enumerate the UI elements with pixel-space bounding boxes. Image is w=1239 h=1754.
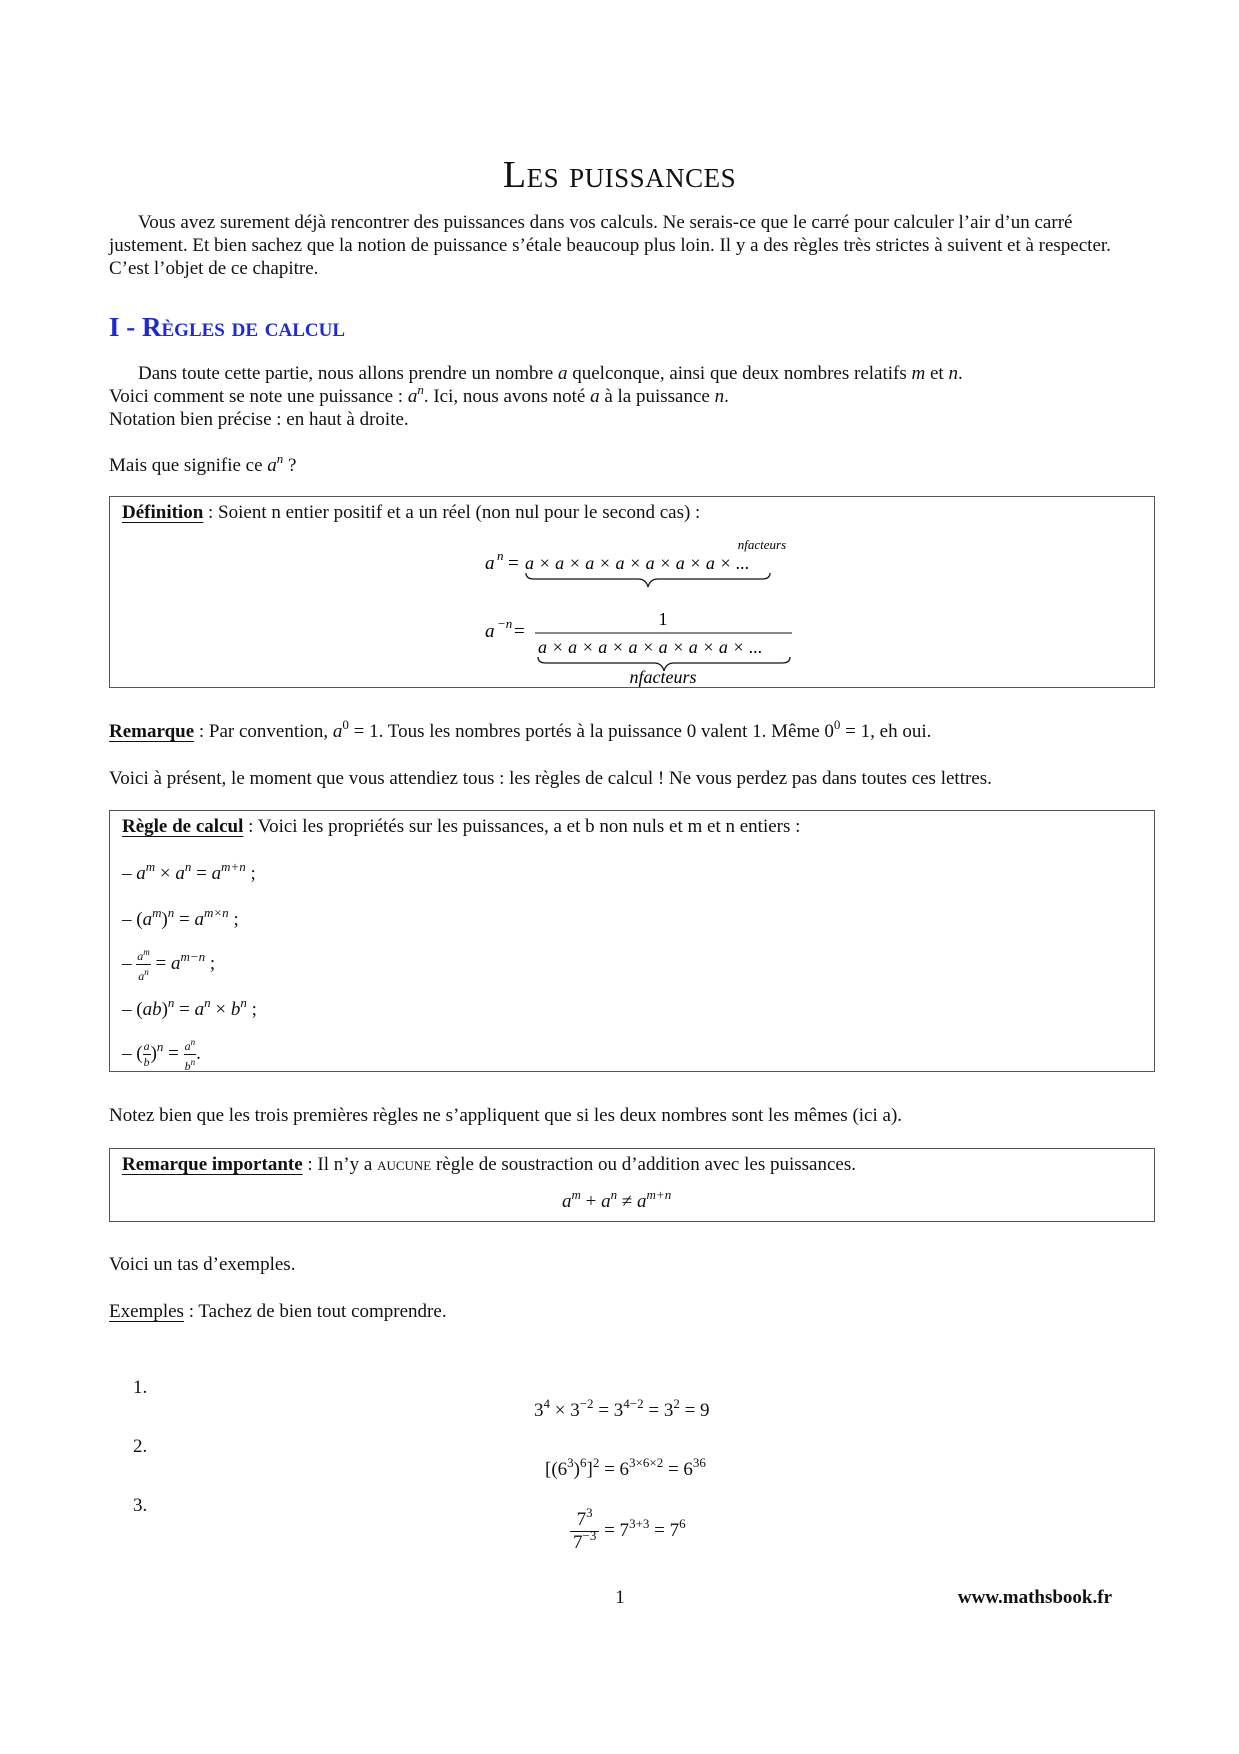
example-2-formula: $[(6^3)^6]^2 = 6^{3\times 6\times 2} = 6^{36}$ [545,1455,706,1480]
footer-url: www.mathsbook.fr [957,1587,1112,1608]
examples-label: Exemples [109,1301,184,1322]
rule-2: – $(a^m)^n = a^{m\times n}$ ; [122,905,239,930]
rules-box: Règle de calcul : Voici les propriétés sur les puissances, a et b non nuls et m et n entiers : – $a^m \times a^n = a^{m+n}$ ; – $(a^m)^n = a^{m\times n}$ ; – $\frac{a^m}{a^n}$ = $a^{m-n}$ ; – $(ab)^n = a^n \times b^n$ ; – ( $\frac{a}{b}$ )$^n$ = $\frac{a^n}{b^n}$ . [109,810,1155,1072]
svg-text:n: n [497,548,504,563]
product-bottom: a × a × a × a × a × a × a × ... [538,637,763,657]
definition-box: Définition : Soient n entier positif et a un réel (non nul pour le second cas) : nfacteurs a n = a × a × a × a × a × a × a × ... a −n = 1 a × a × a × a × a × a × a × ... nfacteurs [109,496,1155,688]
brace-label-bottom: nfacteurs [629,667,697,687]
svg-text:−n: −n [497,616,513,631]
rule-5: – ( $\frac{a}{b}$ )$^n$ = $\frac{a^n}{b^n}$ . [122,1037,201,1073]
definition-formulas [110,497,1154,687]
brace-label-top: nfacteurs [737,537,787,552]
note-line: Notez bien que les trois premières règles ne s’appliquent que si les deux nombres sont les mêmes (ici a). [109,1105,903,1126]
product-top: a × a × a × a × a × a × a × ... [525,553,750,573]
examples-intro: Voici un tas d’exemples. [109,1254,296,1275]
intro-paragraph: Vous avez surement déjà rencontrer des puissances dans vos calculs. Ne serais-ce que le carré pour calculer l’air d’un carré justement. Et bien sachez que la notion de puissance s’étale beaucoup plus loin. Il y a des règles très strictes à suivent et à respecter. C’est l’objet de ce chapitre. [109,212,1111,279]
important-box: Remarque importante : Il n’y a aucune règle de soustraction ou d’addition avec les puissances. $a^m + a^n \ne a^{m+n}$ [109,1148,1155,1222]
rule-1: – $a^m \times a^n = a^{m+n}$ ; [122,859,256,884]
svg-text:1: 1 [658,609,668,629]
definition-label: Définition [122,502,204,523]
examples-line: Exemples : Tachez de bien tout comprendre. [109,1301,447,1322]
section-paragraph: Dans toute cette partie, nous allons prendre un nombre a quelconque, ainsi que deux nombres relatifs m et n. Voici comment se note une puissance : $a^n$. Ici, nous avons noté a à la puissance n. Notation bien précise : en haut à droite. [109,363,963,430]
svg-text:=: = [508,553,519,574]
example-number: 2. [133,1436,148,1457]
important-formula: $a^m + a^n \ne a^{m+n}$ [562,1187,672,1212]
svg-text:a: a [485,621,495,642]
svg-text:=: = [514,621,525,642]
section-heading: I - Règles de calcul [109,312,345,342]
page-title: Les puissances [502,154,737,196]
brace-top [526,573,770,587]
important-label: Remarque importante [122,1154,303,1175]
lhs-power: a [485,553,495,574]
remark-label: Remarque [109,721,195,742]
example-1-formula: $3^4 \times 3^{-2} = 3^{4-2} = 3^2 = 9$ [534,1396,710,1421]
question-line: Mais que signifie ce $a^n$ ? [109,451,297,476]
remark-line: Remarque : Par convention, $a^0 = 1$. Tous les nombres portés à la puissance 0 valent 1. Même $0^0 = 1$, eh oui. [109,717,932,742]
example-number: 1. [133,1377,148,1398]
example-number: 3. [133,1495,148,1516]
page-number: 1 [615,1587,625,1608]
rule-4: – $(ab)^n = a^n \times b^n$ ; [122,995,257,1020]
rules-label: Règle de calcul [122,816,244,837]
rule-3: – $\frac{a^m}{a^n}$ = $a^{m-n}$ ; [122,947,216,983]
example-3-formula: $\frac{7^3}{7^{-3}}$ = $7^{3+3} = 7^6$ [570,1509,686,1554]
transition-line: Voici à présent, le moment que vous attendiez tous : les règles de calcul ! Ne vous perdez pas dans toutes ces lettres. [109,768,992,789]
